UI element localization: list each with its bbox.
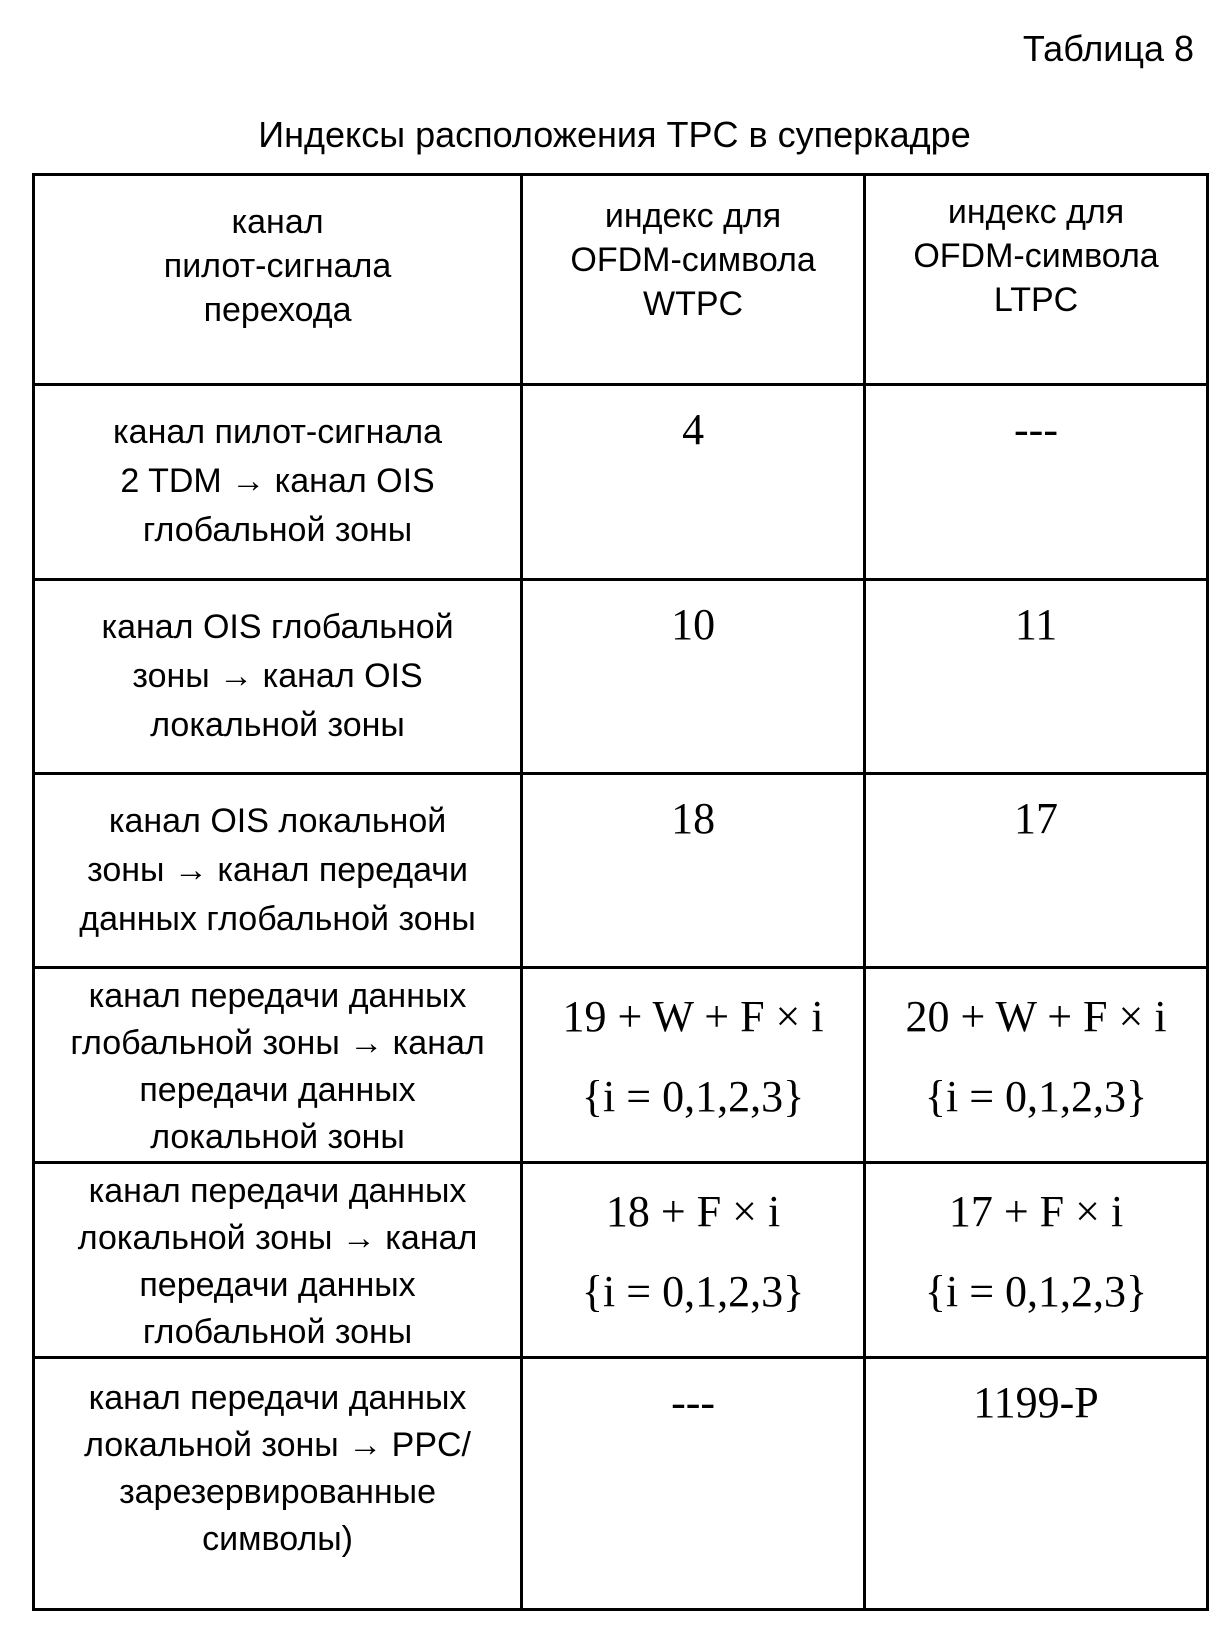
channel-cell — [34, 968, 522, 1163]
wtpc-cell — [522, 968, 865, 1163]
table-row — [34, 385, 1208, 580]
formula: 19 + W + F × i — [523, 977, 863, 1057]
channel-cell — [34, 385, 522, 580]
ltpc-cell: 11 — [865, 580, 1208, 774]
cell-line: символы) — [35, 1516, 520, 1563]
channel-cell — [34, 1163, 522, 1358]
formula: 17 + F × i — [866, 1172, 1206, 1252]
cell-line: канал OIS глобальной — [35, 603, 520, 652]
index-set: {i = 0,1,2,3} — [866, 1057, 1206, 1137]
ltpc-cell: 1199-P — [865, 1358, 1208, 1610]
header-line: пилот-сигнала — [35, 244, 520, 288]
cell-line: канал OIS локальной — [35, 797, 520, 846]
index-set: {i = 0,1,2,3} — [523, 1252, 863, 1332]
cell-line: зарезервированные — [35, 1469, 520, 1516]
wtpc-cell: 4 — [522, 385, 865, 580]
header-wtpc — [522, 175, 865, 385]
cell-line: локальной зоны → канал — [35, 1215, 520, 1262]
index-set: {i = 0,1,2,3} — [866, 1252, 1206, 1332]
cell-line: передачи данных — [35, 1067, 520, 1114]
cell-line: зоны → канал OIS — [35, 652, 520, 701]
channel-cell — [34, 580, 522, 774]
header-line: перехода — [35, 288, 520, 332]
cell-line: локальной зоны → PPC/ — [35, 1422, 520, 1469]
channel-cell — [34, 1358, 522, 1610]
wtpc-cell: 18 — [522, 774, 865, 968]
cell-line: канал передачи данных — [35, 1168, 520, 1215]
cell-line: канал пилот-сигнала — [35, 408, 520, 457]
cell-line: зоны → канал передачи — [35, 846, 520, 895]
ltpc-cell — [865, 968, 1208, 1163]
wtpc-cell — [522, 1163, 865, 1358]
header-channel — [34, 175, 522, 385]
header-line: индекс для — [523, 194, 863, 238]
table-title: Индексы расположения TPC в суперкадре — [0, 114, 1229, 156]
header-ltpc — [865, 175, 1208, 385]
formula: 20 + W + F × i — [866, 977, 1206, 1057]
cell-line: данных глобальной зоны — [35, 895, 520, 944]
ltpc-cell: 17 — [865, 774, 1208, 968]
header-line: LTPC — [866, 278, 1206, 322]
table-row — [34, 774, 1208, 968]
index-set: {i = 0,1,2,3} — [523, 1057, 863, 1137]
ltpc-cell: --- — [865, 385, 1208, 580]
table-row — [34, 1358, 1208, 1610]
header-row — [34, 175, 1208, 385]
cell-line: передачи данных — [35, 1262, 520, 1309]
formula: 18 + F × i — [523, 1172, 863, 1252]
cell-line: канал передачи данных — [35, 1375, 520, 1422]
cell-line: глобальной зоны — [35, 1309, 520, 1356]
header-line: OFDM-символа — [866, 234, 1206, 278]
cell-line: глобальной зоны — [35, 506, 520, 555]
table-row — [34, 1163, 1208, 1358]
table-row — [34, 968, 1208, 1163]
header-line: OFDM-символа — [523, 238, 863, 282]
header-line: WTPC — [523, 282, 863, 326]
tpc-index-table — [32, 173, 1209, 1611]
header-line: канал — [35, 200, 520, 244]
table-number: Таблица 8 — [1023, 28, 1194, 70]
cell-line: глобальной зоны → канал — [35, 1020, 520, 1067]
cell-line: канал передачи данных — [35, 973, 520, 1020]
wtpc-cell: --- — [522, 1358, 865, 1610]
header-line: индекс для — [866, 190, 1206, 234]
cell-line: локальной зоны — [35, 701, 520, 750]
cell-line: 2 TDM → канал OIS — [35, 457, 520, 506]
ltpc-cell — [865, 1163, 1208, 1358]
table-row — [34, 580, 1208, 774]
channel-cell — [34, 774, 522, 968]
wtpc-cell: 10 — [522, 580, 865, 774]
cell-line: локальной зоны — [35, 1114, 520, 1161]
